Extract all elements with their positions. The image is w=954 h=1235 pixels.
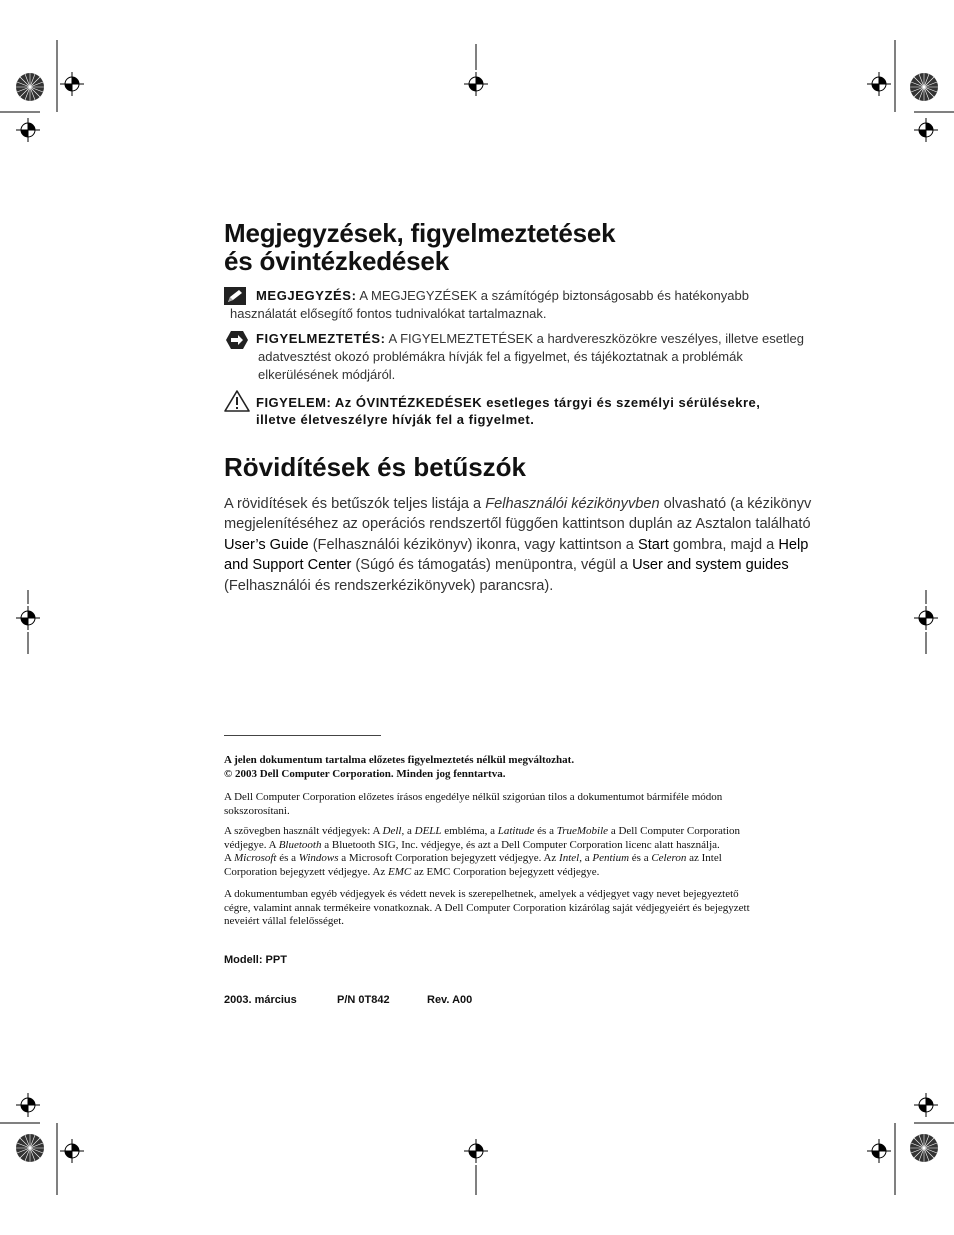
other-tm-line3: neveiért vállal felelősséget.: [224, 915, 345, 928]
notice-block: [224, 330, 824, 388]
user-system-guides-label: User and system guides: [632, 557, 789, 574]
legal-other-trademarks: [224, 888, 824, 929]
para-text: gombra, majd a: [668, 536, 779, 553]
warning-triangle-icon: [224, 390, 250, 412]
footer-revision: Rev. A00: [427, 994, 473, 1006]
legal-notice-line1: A jelen dokumentum tartalma előzetes figyelmeztetés nélkül megváltozhat.: [224, 754, 575, 766]
legal-notice: [224, 754, 824, 781]
caution-line2: illetve életveszélyre hívják fel a figyelmet.: [256, 412, 535, 427]
copyright-line: © 2003 Dell Computer Corporation. Minden jog fenntartva.: [224, 767, 506, 780]
users-guide-icon-label: User’s Guide: [224, 536, 309, 553]
pencil-note-icon: [224, 287, 246, 305]
legal-reproduction: [224, 791, 824, 818]
model-number: Modell: PPT: [224, 954, 287, 966]
trademark-line4: Corporation bejegyzett védjegye. Az EMC az EMC Corporation bejegyzett védjegye.: [224, 865, 600, 878]
help-support-center-label: Help and Support Center: [224, 536, 809, 574]
abbrev-title: Rövidítések és betűszók: [224, 452, 526, 482]
note-label: MEGJEGYZÉS:: [256, 288, 357, 303]
legal-repro-line2: sokszorosítani.: [224, 804, 290, 817]
abbrev-paragraph: [224, 494, 814, 596]
note-line2: használatát elősegítő fontos tudnivalókat tartalmaznak.: [230, 306, 547, 321]
note-line1: A MEGJEGYZÉSEK a számítógép biztonságosabb és hatékonyabb: [359, 288, 749, 303]
trademark-line2: védjegye. A Bluetooth a Bluetooth SIG, Inc. védjegye, és azt a Dell Computer Corporation licenc alatt használja.: [224, 838, 720, 851]
users-guide-title-hu: Felhasználói kézikönyvben: [485, 496, 660, 512]
caution-block: [224, 390, 824, 430]
notice-line3: elkerülésének módjáról.: [258, 367, 396, 382]
notice-arrow-icon: [225, 330, 249, 350]
start-button-label: Start: [637, 536, 669, 553]
para-text: (Súgó és támogatás) menüpontra, végül a: [351, 557, 633, 574]
para-text: olvasható (a kézikönyv megjelenítéséhez az operációs rendszertől függően kattintson duplán az Asztalon található: [224, 496, 812, 533]
notes-title-line2: és óvintézkedések: [224, 246, 449, 276]
divider-rule: [224, 735, 381, 736]
para-text: A rövidítések és betűszók teljes listája a: [224, 496, 486, 512]
trademark-line1: A szövegben használt védjegyek: A Dell, a DELL embléma, a Latitude és a TrueMobile a Dell Computer Corporation: [224, 825, 741, 837]
notes-title-line1: Megjegyzések, figyelmeztetések: [224, 218, 616, 248]
notice-label: FIGYELMEZTETÉS:: [256, 331, 386, 346]
para-text: (Felhasználói kézikönyv) ikonra, vagy kattintson a: [308, 536, 638, 553]
other-tm-line1: A dokumentumban egyéb védjegyek és védett nevek is szerepelhetnek, amelyek a védjegyet vagy nevet bejegyeztető: [224, 888, 739, 900]
legal-trademarks: [224, 825, 824, 879]
other-tm-line2: cégre, valamint annak termékeire vonatkoznak. A Dell Computer Corporation kizárólag saját védjegyeiért és bejegyzett: [224, 901, 750, 914]
footer-date: 2003. március: [224, 994, 297, 1006]
notice-line2: adatvesztést okozó problémákra hívják fel a figyelmet, és tájékoztatnak a problémák: [258, 349, 743, 364]
para-text: (Felhasználói és rendszerkézikönyvek) parancsra).: [224, 577, 554, 594]
caution-line1: FIGYELEM: Az ÓVINTÉZKEDÉSEK esetleges tárgyi és személyi sérülésekre,: [256, 395, 761, 410]
note-block: [224, 287, 824, 327]
footer-part-number: P/N 0T842: [337, 994, 390, 1006]
legal-repro-line1: A Dell Computer Corporation előzetes írásos engedélye nélkül szigorúan tilos a dokumentumot bármiféle módon: [224, 791, 723, 803]
notice-line1: A FIGYELMEZTETÉSEK a hardvereszközökre veszélyes, illetve esetleg: [388, 331, 804, 346]
trademark-line3: A Microsoft és a Windows a Microsoft Corporation bejegyzett védjegye. Az Intel, a Pentium és a Celeron az Intel: [224, 852, 722, 865]
